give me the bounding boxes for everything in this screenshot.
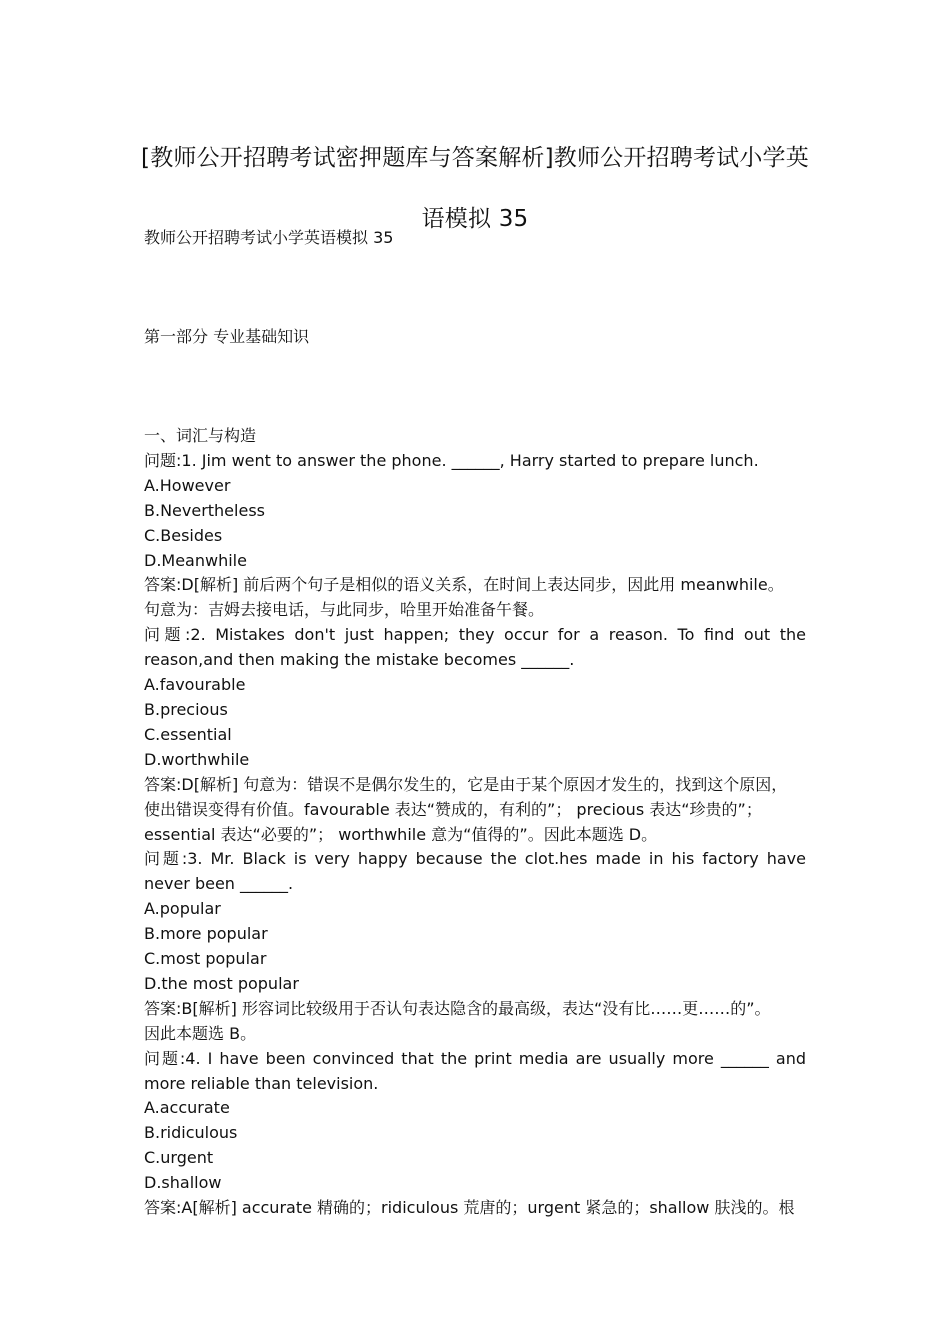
option-a: A.popular bbox=[144, 899, 221, 919]
answer-line: 答案:D[解析] 前后两个句子是相似的语义关系，在时间上表达同步，因此用 meanwhile。 bbox=[144, 575, 784, 595]
option-c: C.urgent bbox=[144, 1148, 214, 1168]
option-c: C.most popular bbox=[144, 949, 267, 969]
option-d: D.Meanwhile bbox=[144, 550, 247, 570]
question-stem: 问题:1. Jim went to answer the phone. ______, Harry started to prepare lunch. bbox=[144, 450, 759, 470]
part-heading: 第一部分 专业基础知识 bbox=[144, 327, 310, 346]
question-4 bbox=[144, 1047, 806, 1221]
answer-line: 答案:A[解析] accurate 精确的；ridiculous 荒唐的；urgent 紧急的；shallow 肤浅的。根 bbox=[144, 1198, 795, 1218]
question-stem: never been ______. bbox=[144, 874, 294, 894]
section-heading: 一、词汇与构造 bbox=[144, 426, 257, 445]
question-stem: more reliable than television. bbox=[144, 1073, 379, 1093]
option-d: D.the most popular bbox=[144, 973, 299, 993]
question-stem: 问题:2. Mistakes don't just happen; they occur for a reason. To find out the bbox=[144, 625, 806, 645]
option-a: A.accurate bbox=[144, 1098, 230, 1118]
question-3 bbox=[144, 847, 806, 1046]
answer-line: 使出错误变得有价值。favourable 表达“赞成的，有利的”； precious 表达“珍贵的”； bbox=[144, 799, 762, 819]
option-c: C.essential bbox=[144, 724, 232, 744]
option-d: D.worthwhile bbox=[144, 749, 250, 769]
option-a: A.favourable bbox=[144, 675, 246, 695]
option-b: B.precious bbox=[144, 699, 228, 719]
question-2 bbox=[144, 623, 806, 847]
title-line-1: [教师公开招聘考试密押题库与答案解析]教师公开招聘考试小学英 bbox=[141, 145, 809, 171]
answer-line: 答案:B[解析] 形容词比较级用于否认句表达隐含的最高级，表达“没有比……更……的”。 bbox=[144, 998, 771, 1018]
question-stem: reason,and then making the mistake becomes ______. bbox=[144, 650, 575, 670]
option-d: D.shallow bbox=[144, 1173, 222, 1193]
title-line-2: 语模拟 35 bbox=[421, 206, 529, 232]
document-subtitle: 教师公开招聘考试小学英语模拟 35 bbox=[144, 228, 394, 247]
option-b: B.more popular bbox=[144, 924, 268, 944]
question-stem: 问题:3. Mr. Black is very happy because the clot.hes made in his factory have bbox=[144, 849, 806, 869]
option-c: C.Besides bbox=[144, 525, 223, 545]
option-b: B.ridiculous bbox=[144, 1123, 238, 1143]
question-stem: 问题:4. I have been convinced that the print media are usually more ______ and bbox=[144, 1048, 806, 1068]
question-1 bbox=[144, 449, 806, 623]
answer-line: 答案:D[解析] 句意为：错误不是偶尔发生的，它是由于某个原因才发生的，找到这个原因， bbox=[144, 774, 788, 794]
answer-line: 因此本题选 B。 bbox=[144, 1023, 257, 1043]
option-b: B.Nevertheless bbox=[144, 500, 265, 520]
answer-line: 句意为：吉姆去接电话，与此同步，哈里开始准备午餐。 bbox=[144, 600, 545, 620]
option-a: A.However bbox=[144, 475, 231, 495]
answer-line: essential 表达“必要的”； worthwhile 意为“值得的”。因此本题选 D。 bbox=[144, 824, 658, 844]
question-content bbox=[144, 424, 806, 1221]
